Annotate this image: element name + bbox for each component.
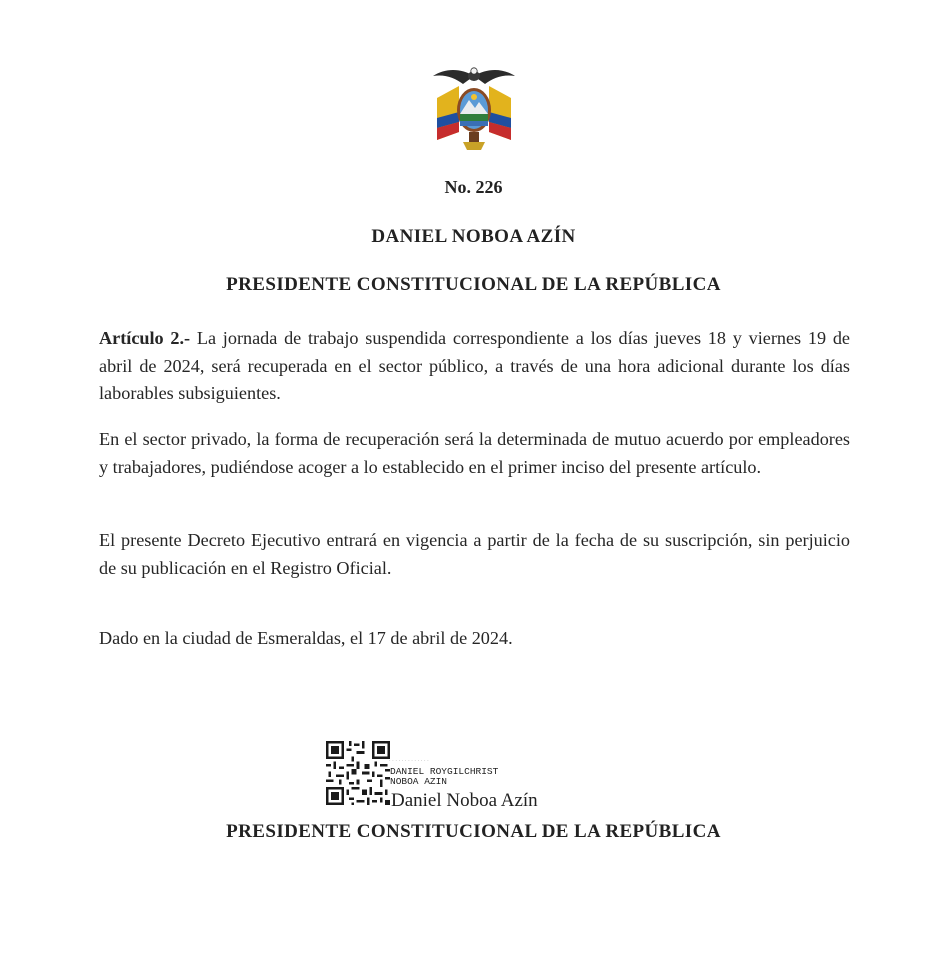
qr-code-icon (326, 741, 390, 805)
article-text: La jornada de trabajo suspendida correspondiente a los días jueves 18 y viernes 19 de abril de 2024, será recuperada en el sector público, a través de una hora adicional durante los días laborables subsiguientes. (99, 328, 850, 403)
electronic-name-line-1: DANIEL ROYGILCHRIST (390, 766, 499, 777)
ecuador-coat-of-arms-icon (429, 62, 519, 154)
article-2-paragraph (99, 325, 850, 408)
private-sector-paragraph: En el sector privado, la forma de recuperación será la determinada de mutuo acuerdo por empleadores y trabajadores, pudiéndose acoger a lo establecido en el primer inciso del presente artículo. (99, 429, 850, 477)
signature-fine-print: · · · · · · · · · · · · · (389, 758, 429, 764)
president-name-heading: DANIEL NOBOA AZÍN (371, 226, 576, 247)
vigencia-paragraph: El presente Decreto Ejecutivo entrará en vigencia a partir de la fecha de su suscripción, sin perjuicio de su publicación en el Registro Oficial. (99, 530, 850, 578)
signer-name: Daniel Noboa Azín (391, 790, 538, 811)
decree-number: No. 226 (444, 177, 503, 197)
president-title-heading: PRESIDENTE CONSTITUCIONAL DE LA REPÚBLICA (226, 274, 721, 295)
electronic-name-line-2: NOBOA AZIN (390, 776, 448, 787)
signer-title: PRESIDENTE CONSTITUCIONAL DE LA REPÚBLICA (226, 821, 721, 842)
article-label: Artículo 2.- (99, 328, 191, 348)
electronic-signature-name (390, 767, 498, 787)
given-at-line: Dado en la ciudad de Esmeraldas, el 17 de abril de 2024. (99, 628, 513, 648)
